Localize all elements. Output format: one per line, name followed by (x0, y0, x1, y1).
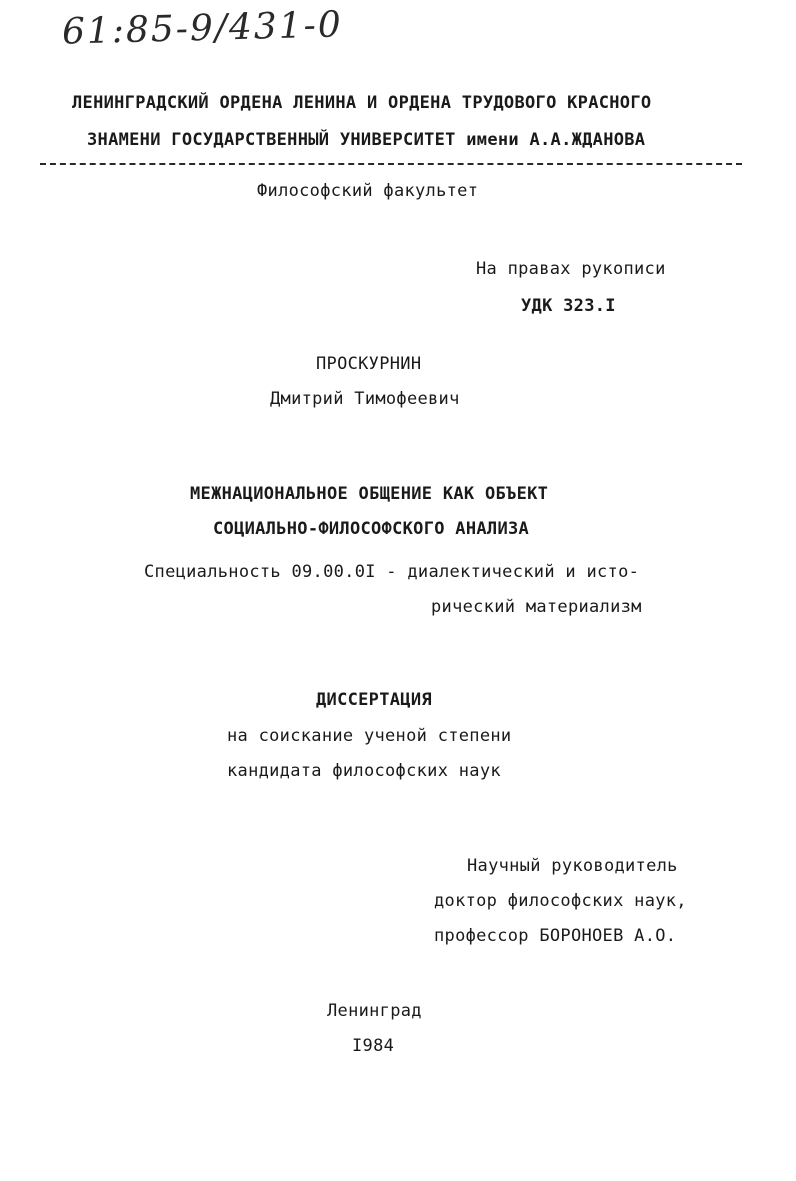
dissertation-label: ДИССЕРТАЦИЯ (316, 690, 432, 710)
city: Ленинград (327, 1001, 422, 1021)
specialty-line-2: рический материализм (431, 597, 642, 617)
title-line-2: СОЦИАЛЬНО-ФИЛОСОФСКОГО АНАЛИЗА (213, 519, 530, 539)
dissertation-line-1: на соискание ученой степени (227, 726, 512, 746)
rights-note: На правах рукописи (476, 259, 666, 279)
year: I984 (352, 1036, 395, 1056)
advisor-line-3: профессор БОРОНОЕВ А.О. (434, 926, 677, 946)
advisor-line-1: Научный руководитель (467, 856, 678, 876)
header-line-1: ЛЕНИНГРАДСКИЙ ОРДЕНА ЛЕНИНА И ОРДЕНА ТРУДОВОГО КРАСНОГО (72, 93, 652, 113)
title-line-1: МЕЖНАЦИОНАЛЬНОЕ ОБЩЕНИЕ КАК ОБЪЕКТ (190, 484, 549, 504)
header-divider (40, 163, 742, 165)
archive-mark: 61:85-9/431-0 (61, 4, 344, 53)
author-surname: ПРОСКУРНИН (316, 354, 422, 374)
specialty-line-1: Специальность 09.00.0I - диалектический и исто- (144, 562, 640, 582)
advisor-line-2: доктор философских наук, (434, 891, 687, 911)
author-given-name: Дмитрий Тимофеевич (270, 389, 460, 409)
udk-code: УДК 323.I (521, 296, 616, 316)
dissertation-line-2: кандидата философских наук (227, 761, 501, 781)
faculty-name: Философский факультет (257, 181, 479, 201)
header-line-2: ЗНАМЕНИ ГОСУДАРСТВЕННЫЙ УНИВЕРСИТЕТ имени А.А.ЖДАНОВА (87, 130, 646, 150)
